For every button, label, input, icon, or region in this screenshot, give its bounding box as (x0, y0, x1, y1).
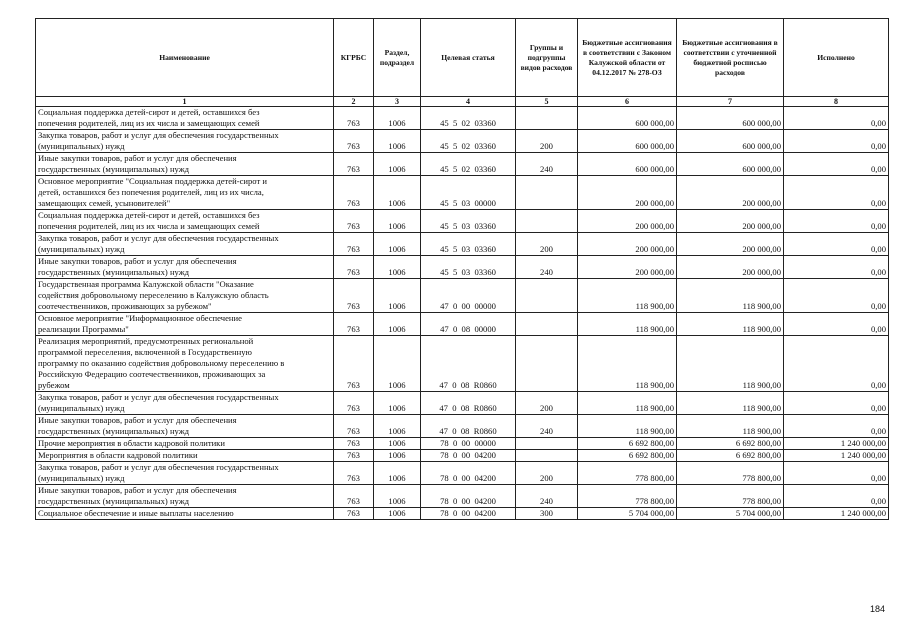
row-refined-allocation: 118 900,00 (677, 313, 784, 336)
row-refined-allocation: 5 704 000,00 (677, 508, 784, 520)
table-row (36, 233, 889, 256)
header-groups: Группы и подгруппы видов расходов (516, 19, 578, 97)
table-row (36, 462, 889, 485)
row-kgrbs: 763 (334, 438, 374, 450)
row-section: 1006 (374, 462, 421, 485)
row-kgrbs: 763 (334, 107, 374, 130)
row-target-article: 78 0 00 04200 (421, 508, 516, 520)
row-section: 1006 (374, 130, 421, 153)
row-expense-group (516, 336, 578, 392)
table-row (36, 210, 889, 233)
row-refined-allocation: 118 900,00 (677, 392, 784, 415)
row-name: Социальная поддержка детей-сирот и детей, оставшихся без попечения родителей, лиц из их числа и замещающих семей (36, 210, 334, 233)
table-row (36, 313, 889, 336)
row-name: Социальное обеспечение и иные выплаты населению (36, 508, 334, 520)
row-refined-allocation: 6 692 800,00 (677, 450, 784, 462)
row-executed: 0,00 (784, 336, 889, 392)
row-refined-allocation: 118 900,00 (677, 415, 784, 438)
row-name: Государственная программа Калужской области "Оказание содействия добровольному переселению в Калужскую область соотечественников, проживающих за рубежом" (36, 279, 334, 313)
table-row (36, 130, 889, 153)
row-section: 1006 (374, 256, 421, 279)
row-executed: 0,00 (784, 176, 889, 210)
row-target-article: 78 0 00 04200 (421, 485, 516, 508)
row-expense-group (516, 313, 578, 336)
row-expense-group (516, 176, 578, 210)
row-law-allocation: 200 000,00 (578, 176, 677, 210)
table-row (36, 508, 889, 520)
row-name: Иные закупки товаров, работ и услуг для обеспечения государственных (муниципальных) нужд (36, 415, 334, 438)
row-law-allocation: 778 800,00 (578, 485, 677, 508)
row-expense-group: 200 (516, 130, 578, 153)
row-target-article: 47 0 08 00000 (421, 313, 516, 336)
row-target-article: 45 5 03 03360 (421, 233, 516, 256)
row-law-allocation: 200 000,00 (578, 210, 677, 233)
row-law-allocation: 6 692 800,00 (578, 438, 677, 450)
row-name: Основное мероприятие "Социальная поддержка детей-сирот и детей, оставшихся без попечения родителей, лиц из их числа, замещающих семей, усыновителей" (36, 176, 334, 210)
header-section: Раздел, подраздел (374, 19, 421, 97)
header-executed: Исполнено (784, 19, 889, 97)
row-expense-group: 200 (516, 233, 578, 256)
row-expense-group (516, 210, 578, 233)
table-row (36, 485, 889, 508)
header-refined-allocations: Бюджетные ассигнования в соответствии с уточненной бюджетной росписью расходов (677, 19, 784, 97)
row-refined-allocation: 200 000,00 (677, 233, 784, 256)
row-target-article: 78 0 00 04200 (421, 462, 516, 485)
row-kgrbs: 763 (334, 415, 374, 438)
row-name: Закупка товаров, работ и услуг для обеспечения государственных (муниципальных) нужд (36, 233, 334, 256)
row-kgrbs: 763 (334, 130, 374, 153)
row-target-article: 45 5 02 03360 (421, 153, 516, 176)
row-kgrbs: 763 (334, 508, 374, 520)
row-law-allocation: 118 900,00 (578, 279, 677, 313)
table-row (36, 279, 889, 313)
row-target-article: 78 0 00 00000 (421, 438, 516, 450)
row-kgrbs: 763 (334, 279, 374, 313)
row-law-allocation: 778 800,00 (578, 462, 677, 485)
row-executed: 0,00 (784, 153, 889, 176)
row-name: Закупка товаров, работ и услуг для обеспечения государственных (муниципальных) нужд (36, 130, 334, 153)
row-section: 1006 (374, 508, 421, 520)
row-refined-allocation: 200 000,00 (677, 210, 784, 233)
row-refined-allocation: 200 000,00 (677, 176, 784, 210)
row-section: 1006 (374, 210, 421, 233)
row-expense-group (516, 279, 578, 313)
row-section: 1006 (374, 450, 421, 462)
row-section: 1006 (374, 313, 421, 336)
column-number: 1 (36, 97, 334, 107)
row-target-article: 45 5 02 03360 (421, 107, 516, 130)
row-target-article: 47 0 08 R0860 (421, 415, 516, 438)
row-refined-allocation: 200 000,00 (677, 256, 784, 279)
row-kgrbs: 763 (334, 233, 374, 256)
row-executed: 0,00 (784, 462, 889, 485)
row-refined-allocation: 118 900,00 (677, 279, 784, 313)
row-section: 1006 (374, 485, 421, 508)
row-law-allocation: 5 704 000,00 (578, 508, 677, 520)
table-row (36, 336, 889, 392)
row-executed: 0,00 (784, 313, 889, 336)
row-law-allocation: 6 692 800,00 (578, 450, 677, 462)
row-section: 1006 (374, 336, 421, 392)
row-executed: 0,00 (784, 279, 889, 313)
row-kgrbs: 763 (334, 313, 374, 336)
header-name: Наименование (36, 19, 334, 97)
row-refined-allocation: 118 900,00 (677, 336, 784, 392)
row-name: Социальная поддержка детей-сирот и детей, оставшихся без попечения родителей, лиц из их числа и замещающих семей (36, 107, 334, 130)
row-section: 1006 (374, 279, 421, 313)
table-row (36, 153, 889, 176)
header-row (36, 19, 889, 97)
row-target-article: 47 0 00 00000 (421, 279, 516, 313)
row-expense-group: 240 (516, 256, 578, 279)
column-number: 8 (784, 97, 889, 107)
column-number-row (36, 97, 889, 107)
row-section: 1006 (374, 233, 421, 256)
row-refined-allocation: 778 800,00 (677, 485, 784, 508)
row-law-allocation: 600 000,00 (578, 107, 677, 130)
row-executed: 0,00 (784, 233, 889, 256)
row-target-article: 47 0 08 R0860 (421, 392, 516, 415)
row-law-allocation: 600 000,00 (578, 153, 677, 176)
row-expense-group: 300 (516, 508, 578, 520)
row-law-allocation: 118 900,00 (578, 415, 677, 438)
row-executed: 0,00 (784, 107, 889, 130)
row-target-article: 78 0 00 04200 (421, 450, 516, 462)
row-kgrbs: 763 (334, 153, 374, 176)
column-number: 7 (677, 97, 784, 107)
page-number: 184 (869, 604, 885, 614)
row-refined-allocation: 600 000,00 (677, 130, 784, 153)
row-expense-group (516, 438, 578, 450)
column-number: 3 (374, 97, 421, 107)
row-target-article: 45 5 03 00000 (421, 176, 516, 210)
row-law-allocation: 200 000,00 (578, 256, 677, 279)
row-expense-group: 200 (516, 392, 578, 415)
row-name: Иные закупки товаров, работ и услуг для обеспечения государственных (муниципальных) нужд (36, 485, 334, 508)
header-target: Целевая статья (421, 19, 516, 97)
header-kgrbs: КГРБС (334, 19, 374, 97)
row-kgrbs: 763 (334, 485, 374, 508)
row-kgrbs: 763 (334, 210, 374, 233)
row-kgrbs: 763 (334, 392, 374, 415)
row-section: 1006 (374, 153, 421, 176)
row-section: 1006 (374, 176, 421, 210)
row-expense-group: 240 (516, 153, 578, 176)
row-kgrbs: 763 (334, 176, 374, 210)
row-name: Иные закупки товаров, работ и услуг для обеспечения государственных (муниципальных) нужд (36, 256, 334, 279)
budget-table (35, 18, 889, 520)
row-law-allocation: 118 900,00 (578, 336, 677, 392)
row-target-article: 45 5 03 03360 (421, 256, 516, 279)
row-law-allocation: 200 000,00 (578, 233, 677, 256)
row-expense-group: 200 (516, 462, 578, 485)
row-executed: 0,00 (784, 130, 889, 153)
row-refined-allocation: 600 000,00 (677, 107, 784, 130)
row-executed: 1 240 000,00 (784, 438, 889, 450)
row-executed: 0,00 (784, 210, 889, 233)
row-name: Закупка товаров, работ и услуг для обеспечения государственных (муниципальных) нужд (36, 462, 334, 485)
table-row (36, 392, 889, 415)
row-expense-group (516, 450, 578, 462)
table-body (36, 107, 889, 520)
row-executed: 1 240 000,00 (784, 450, 889, 462)
row-section: 1006 (374, 392, 421, 415)
row-expense-group: 240 (516, 415, 578, 438)
row-target-article: 47 0 08 R0860 (421, 336, 516, 392)
row-expense-group: 240 (516, 485, 578, 508)
row-law-allocation: 118 900,00 (578, 392, 677, 415)
table-row (36, 107, 889, 130)
column-number: 2 (334, 97, 374, 107)
row-executed: 1 240 000,00 (784, 508, 889, 520)
row-section: 1006 (374, 438, 421, 450)
row-name: Основное мероприятие "Информационное обеспечение реализации Программы" (36, 313, 334, 336)
row-target-article: 45 5 03 03360 (421, 210, 516, 233)
row-law-allocation: 600 000,00 (578, 130, 677, 153)
row-kgrbs: 763 (334, 336, 374, 392)
row-expense-group (516, 107, 578, 130)
table-row (36, 176, 889, 210)
row-name: Прочие мероприятия в области кадровой политики (36, 438, 334, 450)
row-section: 1006 (374, 415, 421, 438)
row-executed: 0,00 (784, 415, 889, 438)
row-target-article: 45 5 02 03360 (421, 130, 516, 153)
column-number: 4 (421, 97, 516, 107)
row-executed: 0,00 (784, 392, 889, 415)
row-name: Мероприятия в области кадровой политики (36, 450, 334, 462)
row-law-allocation: 118 900,00 (578, 313, 677, 336)
column-number: 6 (578, 97, 677, 107)
column-number: 5 (516, 97, 578, 107)
row-refined-allocation: 778 800,00 (677, 462, 784, 485)
header-law-allocations: Бюджетные ассигнования в соответствии с Законом Калужской области от 04.12.2017 № 278-ОЗ (578, 19, 677, 97)
row-section: 1006 (374, 107, 421, 130)
row-name: Реализация мероприятий, предусмотренных региональной программой переселения, включенной в Государственную программу по оказанию содействия добровольному переселению в Российскую Федерацию соотечественников, проживающих за рубежом (36, 336, 334, 392)
row-kgrbs: 763 (334, 462, 374, 485)
row-refined-allocation: 6 692 800,00 (677, 438, 784, 450)
row-name: Закупка товаров, работ и услуг для обеспечения государственных (муниципальных) нужд (36, 392, 334, 415)
row-refined-allocation: 600 000,00 (677, 153, 784, 176)
table-row (36, 450, 889, 462)
row-executed: 0,00 (784, 256, 889, 279)
row-kgrbs: 763 (334, 450, 374, 462)
row-executed: 0,00 (784, 485, 889, 508)
table-row (36, 438, 889, 450)
row-name: Иные закупки товаров, работ и услуг для обеспечения государственных (муниципальных) нужд (36, 153, 334, 176)
table-row (36, 415, 889, 438)
row-kgrbs: 763 (334, 256, 374, 279)
table-row (36, 256, 889, 279)
